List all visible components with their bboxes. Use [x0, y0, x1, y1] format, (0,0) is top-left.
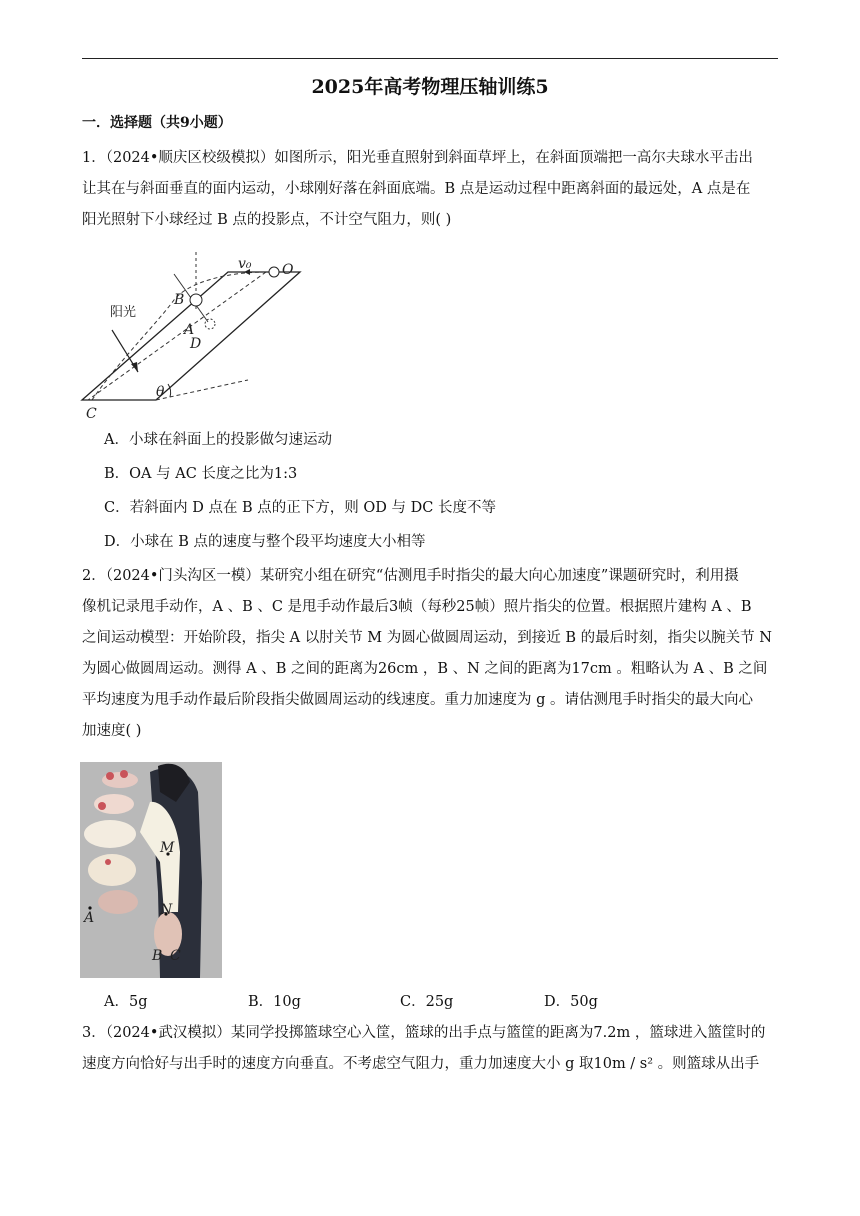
question-2-line: 加速度( ): [82, 723, 142, 739]
label-sunlight: 阳光: [110, 305, 137, 320]
question-1-option-c[interactable]: C．若斜面内 D 点在 B 点的正下方，则 OD 与 DC 长度不等: [104, 500, 496, 516]
question-1-option-b[interactable]: B．OA 与 AC 长度之比为1:3: [104, 466, 298, 482]
question-2-stem: [82, 561, 778, 747]
label-a: A: [184, 322, 195, 338]
question-1-line: 阳光照射下小球经过 B 点的投影点，不计空气阻力，则( ): [82, 212, 452, 228]
nail-4: [105, 859, 111, 865]
question-3-line: 速度方向恰好与出手时的速度方向垂直。不考虑空气阻力，重力加速度大小 g 取10m / s² 。则篮球从出手: [82, 1056, 760, 1072]
header-rule: [82, 58, 778, 59]
ball-o: [269, 267, 279, 277]
ball-b: [190, 294, 202, 306]
label-theta: θ: [156, 384, 165, 400]
question-2-option-c[interactable]: C．25g: [400, 994, 454, 1010]
question-1-option-a[interactable]: A．小球在斜面上的投影做匀速运动: [104, 432, 332, 448]
label-v0: v₀: [238, 256, 252, 272]
label-b: B: [174, 292, 185, 308]
question-1-stem: [82, 143, 778, 236]
question-1-line: 1．（2024•顺庆区校级模拟）如图所示，阳光垂直照射到斜面草坪上，在斜面顶端把一高尔夫球水平击出: [82, 150, 753, 166]
nail-1: [106, 772, 114, 780]
hand-blur-3: [84, 820, 136, 848]
question-2-line: 之间运动模型：开始阶段，指尖 A 以肘关节 M 为圆心做圆周运动，到接近 B 的最后时刻，指尖以腕关节 N: [82, 630, 772, 646]
nail-3: [98, 802, 106, 810]
question-3-line: 3．（2024•武汉模拟）某同学投掷篮球空心入筐，篮球的出手点与篮筐的距离为7.2m ，篮球进入篮筐时的: [82, 1025, 766, 1041]
base-dashed-line: [156, 380, 248, 400]
question-2-line: 像机记录甩手动作，A 、B 、C 是甩手动作最后3帧（每秒25帧）照片指尖的位置。根据照片建构 A 、B: [82, 599, 752, 615]
question-2-option-a[interactable]: A．5g: [104, 994, 148, 1010]
question-2-line: 2．（2024•门头沟区一模）某研究小组在研究“估测甩手时指尖的最大向心加速度”课题研究时，利用摄: [82, 568, 739, 584]
question-2-line: 平均速度为甩手动作最后阶段指尖做圆周运动的线速度。重力加速度为 g 。请估测甩手时指尖的最大向心: [82, 692, 753, 708]
hand-blur-5: [98, 890, 138, 914]
nail-2: [120, 770, 128, 778]
question-2-option-b[interactable]: B．10g: [248, 994, 301, 1010]
question-2-photo: [80, 762, 222, 978]
label-c: C: [86, 406, 97, 422]
label-n: N: [160, 902, 173, 918]
question-3-stem: [82, 1018, 778, 1080]
label-o: O: [282, 262, 294, 278]
question-2-line: 为圆心做圆周运动。测得 A 、B 之间的距离为26cm ，B 、N 之间的距离为17cm 。粗略认为 A 、B 之间: [82, 661, 768, 677]
label-a: A: [84, 910, 95, 926]
label-c: C: [170, 948, 181, 964]
question-2-option-d[interactable]: D．50g: [544, 994, 598, 1010]
question-1-option-d[interactable]: D．小球在 B 点的速度与整个段平均速度大小相等: [104, 534, 426, 550]
question-2-options: [104, 990, 704, 1010]
label-b: B: [152, 948, 163, 964]
label-d: D: [190, 336, 202, 352]
question-1-figure: [78, 252, 314, 424]
question-1-line: 让其在与斜面垂直的面内运动，小球刚好落在斜面底端。B 点是运动过程中距离斜面的最远处，A 点是在: [82, 181, 751, 197]
theta-arc: [168, 384, 171, 397]
page-title: 2025年高考物理压轴训练5: [311, 76, 549, 98]
section-heading: 一．选择题（共9小题）: [82, 115, 232, 131]
hand-blur-4: [88, 854, 136, 886]
label-m: M: [160, 840, 175, 856]
